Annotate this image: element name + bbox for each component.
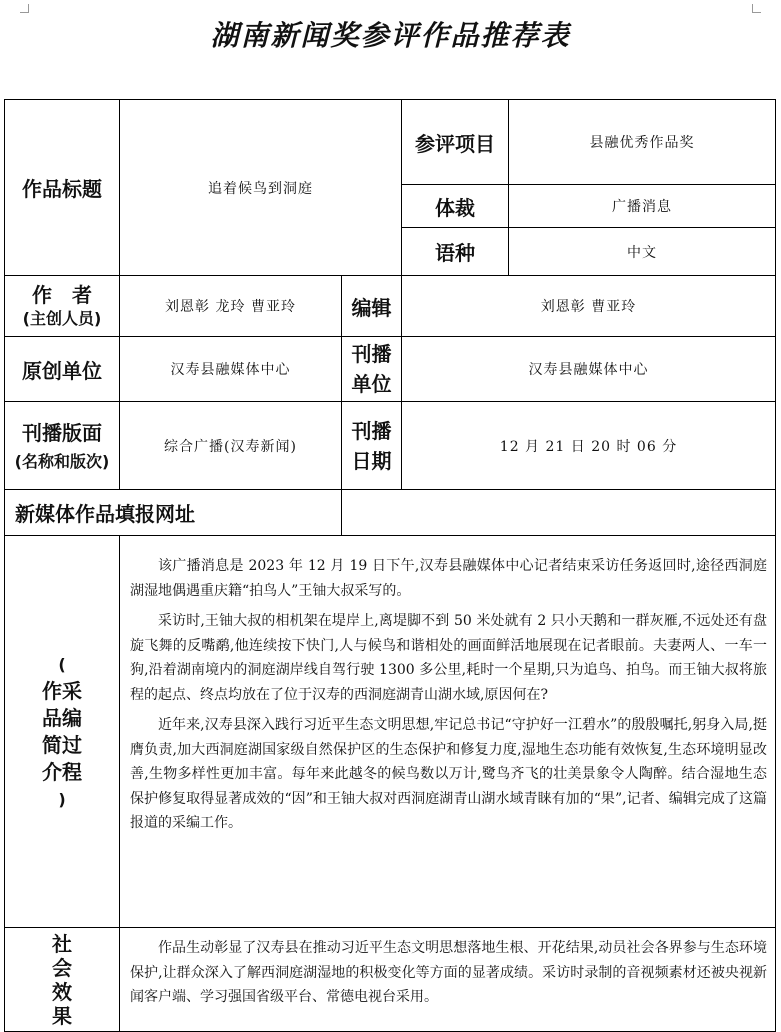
publish-date-label xyxy=(342,402,402,490)
publish-unit-label-line1: 刊播 xyxy=(351,342,392,366)
new-media-url-label: 新媒体作品填报网址 xyxy=(5,490,342,536)
page-corner-mark-right xyxy=(752,4,761,13)
author-value: 刘恩彰 龙玲 曹亚玲 xyxy=(120,276,342,337)
publish-unit-label xyxy=(342,337,402,402)
publish-date-label-line1: 刊播 xyxy=(351,418,392,443)
author-label xyxy=(5,276,120,337)
social-effect-label-char-3: 效 xyxy=(52,979,72,1004)
layout-label xyxy=(5,402,120,490)
process-paragraph-1: 该广播消息是 2023 年 12 月 19 日下午,汉寿县融媒体中心记者结束采访任务返回时,途径西洞庭湖湿地偶遇重庆籍“拍鸟人”王铀大叔采写的。 xyxy=(130,558,767,599)
category-label: 参评项目 xyxy=(402,100,509,185)
process-label-line-2: 品编 xyxy=(42,705,82,730)
social-effect-label-char-4: 果 xyxy=(52,1003,72,1028)
process-label-line-3: 简过 xyxy=(42,732,82,757)
editor-label: 编辑 xyxy=(342,276,402,337)
social-effect-label-char-2: 会 xyxy=(52,955,72,980)
page-title: 湖南新闻奖参评作品推荐表 xyxy=(210,19,571,52)
publish-date-label-line2: 日期 xyxy=(351,448,392,473)
author-label-sub: (主创人员) xyxy=(22,309,102,328)
original-org-value: 汉寿县融媒体中心 xyxy=(120,337,342,402)
process-label-open-paren: ( xyxy=(58,654,66,674)
social-effect-paragraph-1: 作品生动彰显了汉寿县在推动习近平生态文明思想落地生根、开花结果,动员社会各界参与生态环境保护,让群众深入了解西洞庭湖湿地的积极变化等方面的显著成绩。采访时录制的音视频素材还被央视新闻客户端、学习强国省级平台、常德电视台采用。 xyxy=(130,940,767,1005)
genre-label: 体裁 xyxy=(402,185,509,228)
work-title-value: 追着候鸟到洞庭 xyxy=(120,100,402,276)
layout-label-sub: (名称和版次) xyxy=(14,451,110,471)
genre-value: 广播消息 xyxy=(509,185,776,228)
process-label-line-1: 作采 xyxy=(42,678,82,703)
process-label-close-paren: ) xyxy=(58,789,66,809)
original-org-label: 原创单位 xyxy=(5,337,120,402)
social-effect-description xyxy=(120,928,776,1032)
new-media-url-value xyxy=(342,490,776,536)
author-label-main: 作 者 xyxy=(32,283,92,307)
process-paragraph-2: 采访时,王铀大叔的相机架在堤岸上,离堤脚不到 50 米处就有 2 只小天鹅和一群灰雁,不远处还有盘旋飞舞的反嘴鹬,他连续按下快门,人与候鸟和谐相处的画面鲜活地展现在记者眼前。夫妻两人、一车一狗,沿着湖南境内的洞庭湖岸线自驾行驶 1300 多公里,耗时一个星期,只为追鸟、拍鸟。而王铀大叔将旅程的起点、终点均放在了位于汉寿的西洞庭湖青山湖水域,原因何在? xyxy=(130,613,767,703)
language-label: 语种 xyxy=(402,228,509,276)
layout-label-main: 刊播版面 xyxy=(22,420,102,445)
social-effect-label-char-1: 社 xyxy=(52,931,72,956)
process-label xyxy=(5,536,120,928)
work-title-label: 作品标题 xyxy=(5,100,120,276)
language-value: 中文 xyxy=(509,228,776,276)
page-corner-mark-left xyxy=(20,4,29,13)
publish-unit-value: 汉寿县融媒体中心 xyxy=(402,337,776,402)
recommendation-form-table xyxy=(4,99,776,1032)
social-effect-label xyxy=(5,928,120,1032)
category-value: 县融优秀作品奖 xyxy=(509,100,776,185)
process-paragraph-3: 近年来,汉寿县深入践行习近平生态文明思想,牢记总书记“守护好一江碧水”的殷殷嘱托,躬身入局,挺膺负责,加大西洞庭湖国家级自然保护区的生态保护和修复力度,湿地生态功能有效恢复,生态环境明显改善,生物多样性更加丰富。每年来此越冬的候鸟数以万计,鹭鸟齐飞的壮美景象令人陶醉。结合湿地生态保护修复取得显著成效的“因”和王铀大叔对西洞庭湖青山湖水域青睐有加的“果”,记者、编辑完成了这篇报道的采编工作。 xyxy=(130,717,767,831)
publish-date-value: 12 月 21 日 20 时 06 分 xyxy=(402,402,776,490)
editor-value: 刘恩彰 曹亚玲 xyxy=(402,276,776,337)
process-description xyxy=(120,536,776,928)
layout-value: 综合广播(汉寿新闻) xyxy=(120,402,342,490)
publish-unit-label-line2: 单位 xyxy=(351,372,392,396)
process-label-line-4: 介程 xyxy=(42,759,82,784)
